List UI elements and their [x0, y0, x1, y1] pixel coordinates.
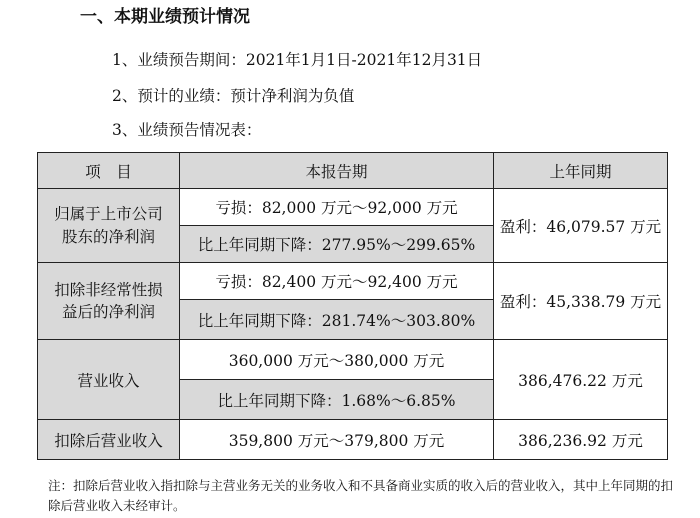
current-change: 比上年同期下降：281.74%～303.80%: [180, 300, 494, 340]
table-header-row: [38, 153, 668, 189]
footnote: 注：扣除后营业收入指扣除与主营业务无关的业务收入和不具备商业实质的收入后的营业收入，其中上年同期的扣除后营业收入未经审计。: [48, 478, 674, 513]
section-heading: 一、本期业绩预计情况: [80, 7, 250, 27]
current-value: 亏损：82,400 万元～92,400 万元: [180, 263, 494, 300]
current-change: 比上年同期下降：277.95%～299.65%: [180, 226, 494, 263]
row-label-line: 股东的净利润: [61, 227, 155, 246]
prior-value: 386,236.92 万元: [494, 420, 668, 460]
header-prior-period: 上年同期: [494, 153, 668, 189]
table-row: [38, 420, 668, 460]
row-label-line: 归属于上市公司: [54, 205, 163, 224]
header-item: 项 目: [38, 153, 180, 189]
table-row: [38, 189, 668, 226]
forecast-table-caption: 3、业绩预告情况表：: [112, 121, 262, 139]
current-value: 359,800 万元～379,800 万元: [180, 420, 494, 460]
row-label-revenue: 营业收入: [38, 340, 180, 420]
prior-value: 盈利：45,338.79 万元: [494, 263, 668, 340]
row-label-adjusted-revenue: 扣除后营业收入: [38, 420, 180, 460]
prior-value: 盈利：46,079.57 万元: [494, 189, 668, 263]
row-label-line: 益后的净利润: [61, 303, 155, 321]
expected-performance: 2、预计的业绩：预计净利润为负值: [112, 87, 355, 105]
forecast-period: 1、业绩预告期间：2021年1月1日-2021年12月31日: [112, 51, 483, 69]
forecast-table: [37, 152, 668, 460]
current-value: 亏损：82,000 万元～92,000 万元: [180, 189, 494, 226]
row-label-adjusted-net-profit: [38, 263, 180, 340]
current-value: 360,000 万元～380,000 万元: [180, 340, 494, 380]
prior-value: 386,476.22 万元: [494, 340, 668, 420]
row-label-net-profit: [38, 189, 180, 263]
current-change: 比上年同期下降：1.68%～6.85%: [180, 380, 494, 420]
row-label-line: 扣除非经常性损: [54, 280, 163, 299]
table-row: [38, 263, 668, 300]
table-row: [38, 340, 668, 380]
header-current-period: 本报告期: [180, 153, 494, 189]
